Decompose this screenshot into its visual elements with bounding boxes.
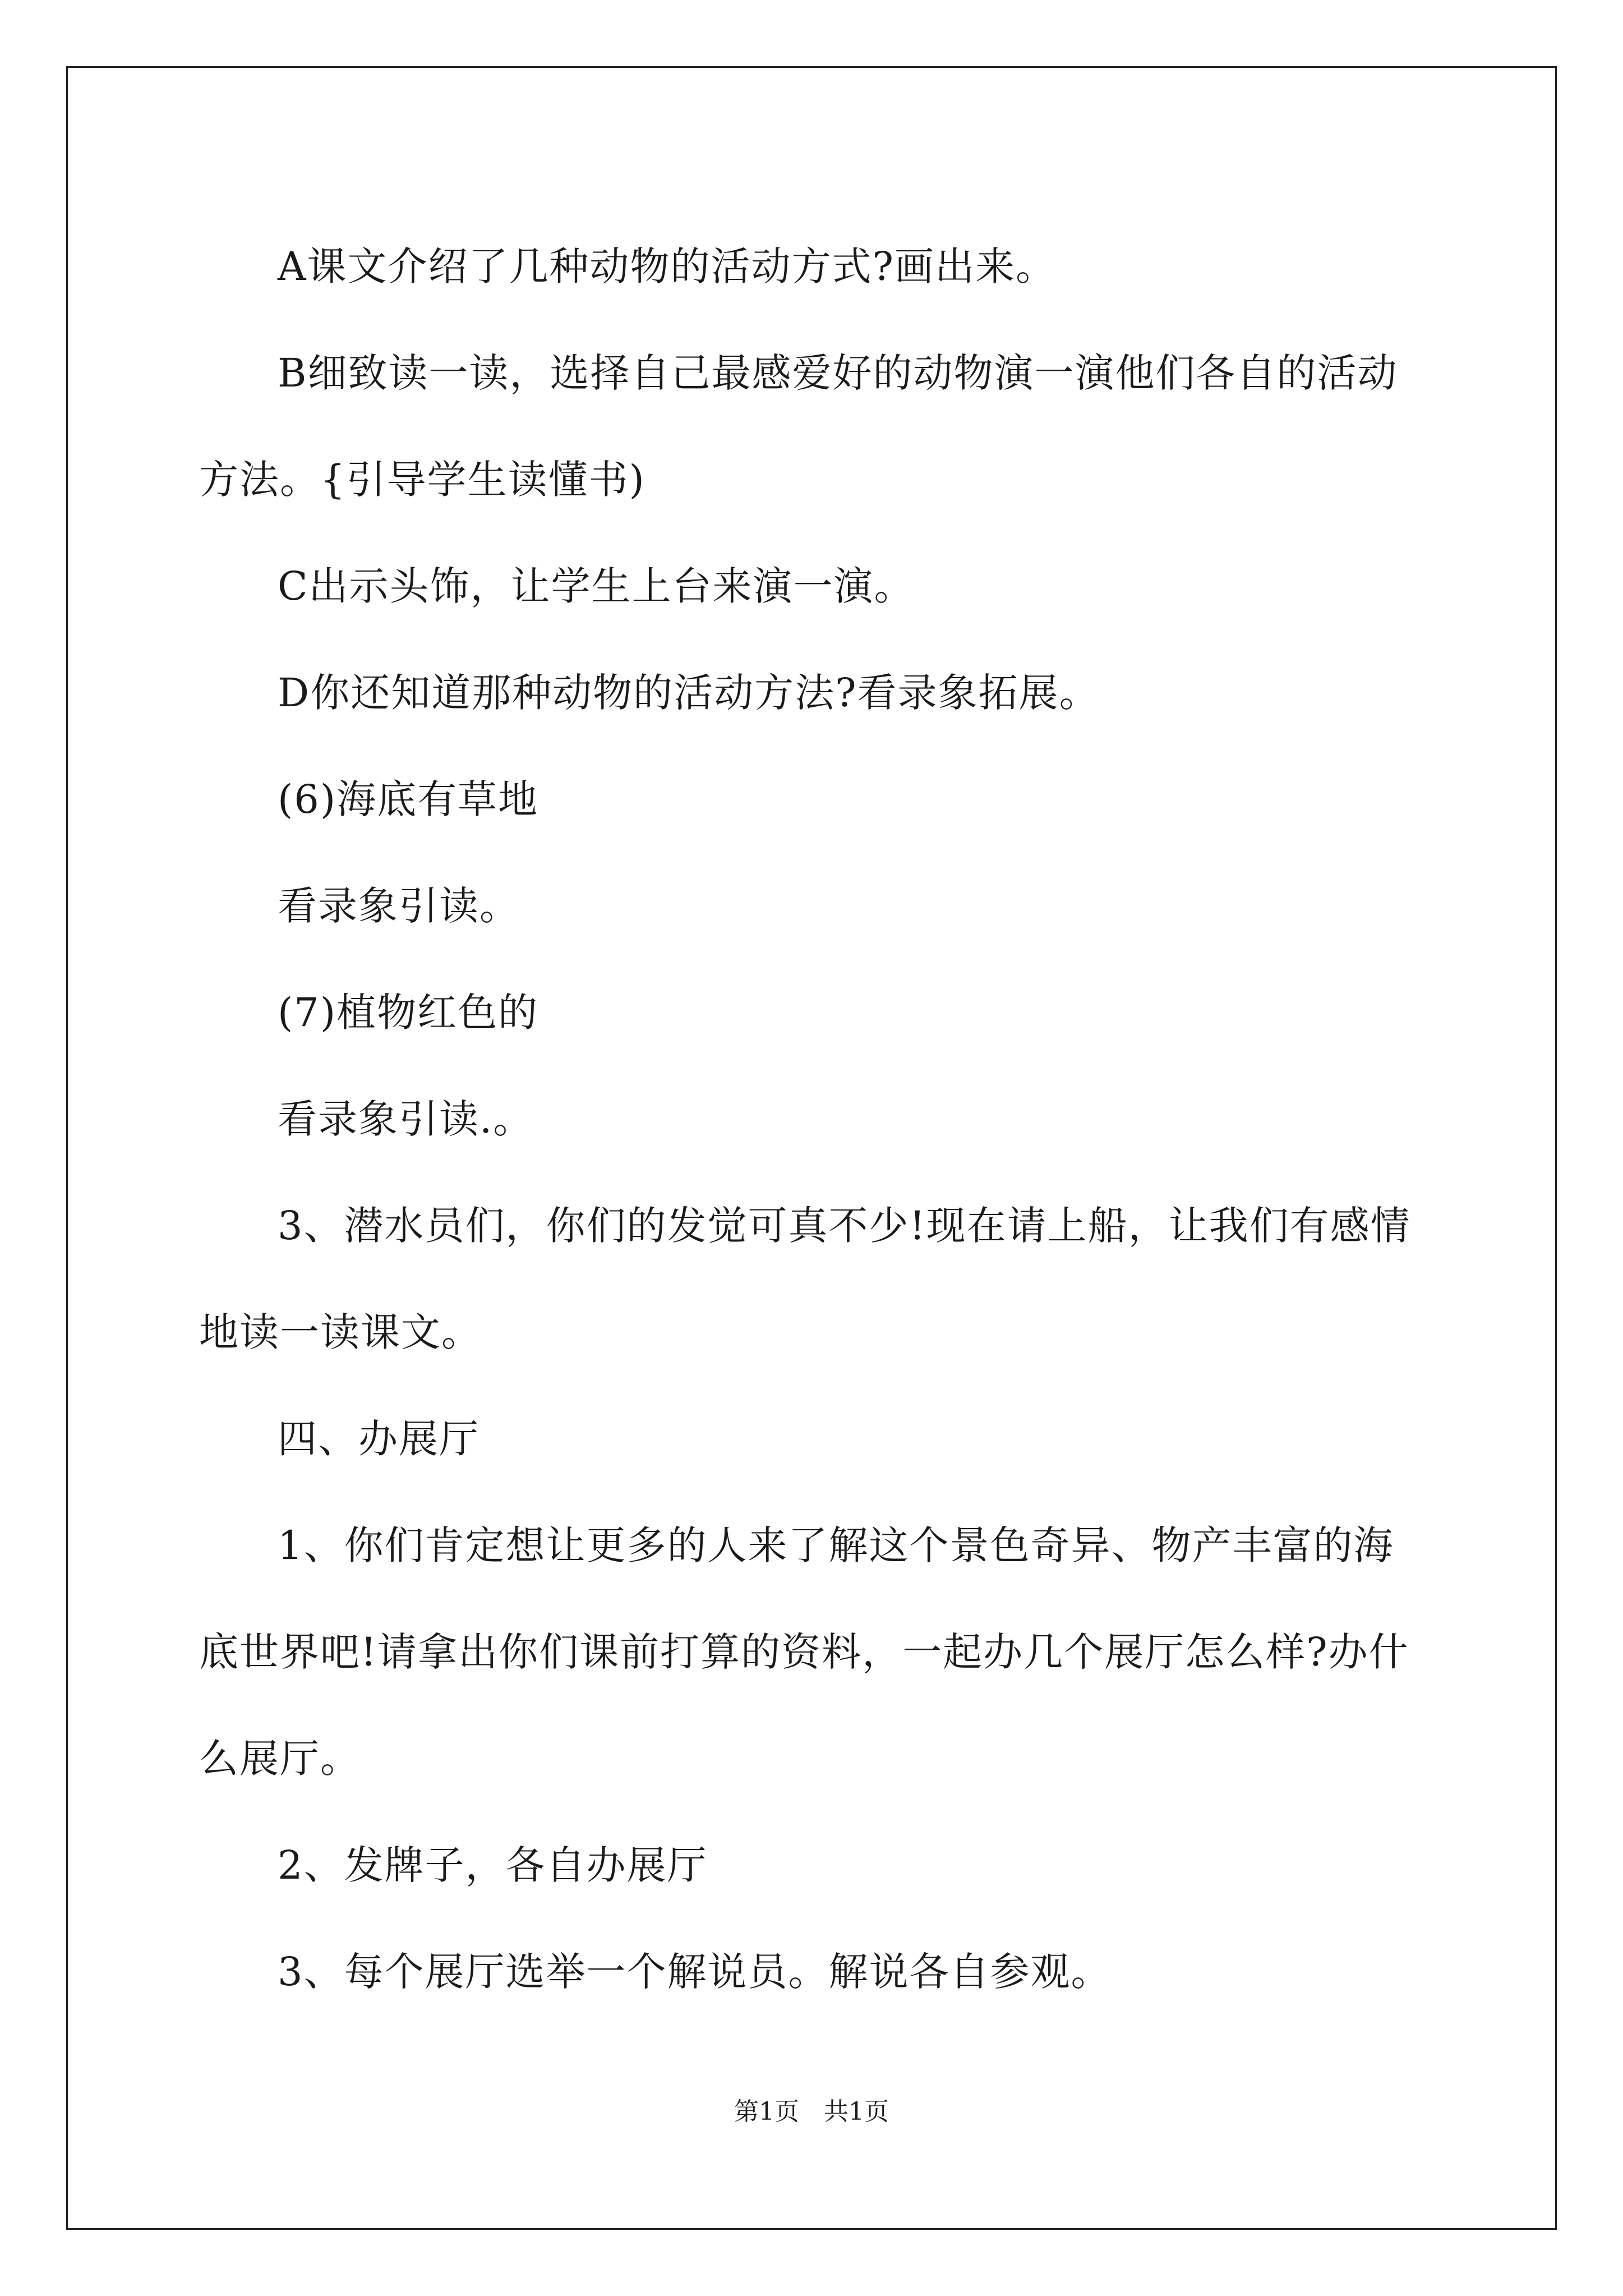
page-number-footer: 第1页 共1页 [734,2097,889,2126]
document-body [199,213,1433,2025]
paragraph: 3、潜水员们，你们的发觉可真不少!现在请上船，让我们有感情地读一读课文。 [199,1203,1411,1355]
paragraph: (6)海底有草地 [278,776,539,822]
paragraph: 3、每个展厅选举一个解说员。解说各自参观。 [278,1949,1112,1995]
paragraph: 1、你们肯定想让更多的人来了解这个景色奇异、物产丰富的海底世界吧!请拿出你们课前打算的资料，一起办几个展厅怎么样?办什么展厅。 [199,1522,1409,1782]
paragraph: 看录象引读。 [278,883,520,929]
paragraph: (7)植物红色的 [278,990,539,1036]
paragraph: D你还知道那种动物的活动方法?看录象拓展。 [278,670,1100,716]
paragraph: B细致读一读，选择自己最感爱好的动物演一演他们各自的活动方法。{引导学生读懂书) [199,350,1398,503]
paragraph: 2、发牌子，各自办展厅 [278,1842,708,1888]
paragraph: 四、办展厅 [278,1416,479,1462]
paragraph: A课文介绍了几种动物的活动方式?画出来。 [278,243,1057,289]
paragraph: C出示头饰，让学生上台来演一演。 [278,563,915,609]
paragraph: 看录象引读.。 [278,1096,534,1142]
